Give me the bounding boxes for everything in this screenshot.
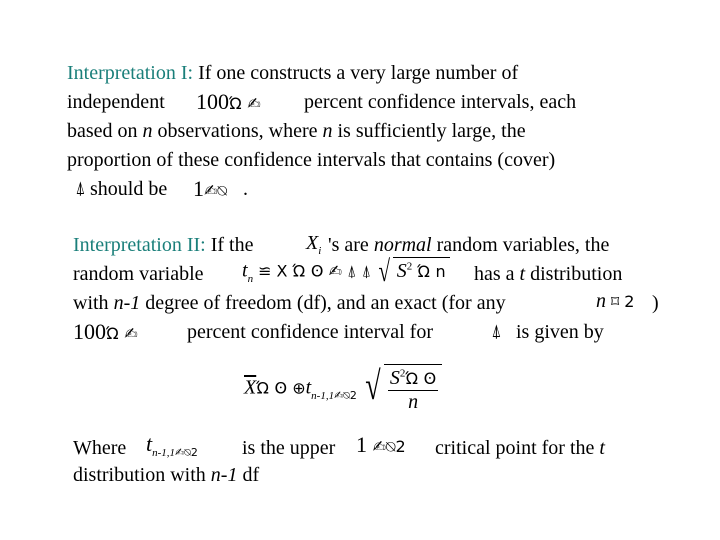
- fraction-denominator: n: [408, 391, 419, 413]
- interp1-line5a: should be: [90, 178, 168, 200]
- math-t-critical: [146, 431, 198, 457]
- text-t: t: [599, 437, 605, 459]
- interp2-line3d: ): [652, 292, 659, 314]
- where-line1a: Where: [73, 437, 127, 459]
- interp2-line1: [73, 232, 253, 258]
- math-sqrt: [362, 364, 442, 414]
- text-n-1: n-1: [113, 292, 141, 314]
- mu-symbol: ⍋: [491, 321, 502, 342]
- text-seg: random variables, the: [431, 234, 610, 256]
- text-normal: normal: [373, 234, 432, 256]
- text-seg: is sufficiently large, the: [332, 120, 526, 142]
- math-glyph: ✍⍉2: [175, 446, 198, 459]
- where-line2: [73, 462, 259, 488]
- where-line1-rest: [435, 435, 605, 461]
- math-sub-i: i: [318, 245, 322, 257]
- text-seg: df: [237, 464, 260, 486]
- math-glyph: X Ώ ʘ ✍ ⍋ ⍋: [276, 261, 372, 281]
- text-seg: distribution: [525, 263, 623, 285]
- math-t: t: [242, 259, 248, 282]
- math-glyph: ✍⍉: [204, 181, 228, 200]
- math-100-number: 100: [73, 319, 106, 344]
- text-seg: critical point for the: [435, 437, 600, 459]
- math-100-alpha-1: [196, 89, 261, 115]
- math-glyph: ⌑ 2: [611, 292, 635, 311]
- math-glyph: ✍⍉2: [334, 388, 357, 402]
- text-seg: has a: [474, 263, 520, 285]
- text-seg: observations, where: [152, 120, 323, 142]
- math-t-statistic: [242, 257, 450, 287]
- math-sqrt: [376, 257, 449, 287]
- math-sup-2: 2: [406, 260, 413, 273]
- interp1-line2a: independent: [67, 91, 165, 113]
- text-n-1: n-1: [210, 464, 238, 486]
- interp2-label: Interpretation II:: [73, 234, 206, 256]
- math-100-number: 100: [196, 89, 229, 114]
- sqrt-sign: √: [365, 363, 381, 408]
- interp1-line5b: .: [243, 178, 248, 200]
- interp1-line2b: percent confidence intervals, each: [304, 91, 577, 113]
- mu-symbol: ⍋: [75, 178, 86, 199]
- interp2-line4b: is given by: [516, 321, 604, 343]
- sqrt-body: [393, 257, 450, 287]
- math-xbar: $\overline{X}$: [244, 376, 257, 399]
- math-confidence-interval: [244, 364, 442, 414]
- text-t: t: [519, 263, 526, 285]
- text-seg: 's are: [328, 234, 374, 256]
- fraction-numerator: [388, 367, 438, 391]
- sqrt-body: [384, 364, 442, 414]
- math-n: n: [596, 290, 606, 312]
- interp2-line3: [73, 290, 506, 316]
- math-one: 1: [356, 432, 367, 457]
- math-t: t: [146, 431, 153, 456]
- math-one: 1: [193, 176, 204, 201]
- sub-n-1-1: n-1,1: [152, 447, 176, 459]
- math-t-sub: [311, 390, 357, 402]
- interp2-line2-rest: [474, 261, 622, 287]
- math-one-minus-alpha-over-2: [356, 432, 406, 458]
- math-sup-2: 2: [399, 367, 406, 380]
- math-eq-glyph: ≌: [258, 261, 272, 281]
- where-line1b: is the upper: [242, 437, 336, 459]
- math-fraction: [388, 367, 438, 414]
- math-glyph: Ώ ✍: [229, 94, 261, 113]
- interp2-line4a: percent confidence interval for: [187, 321, 433, 343]
- math-glyph: Ώ ✍: [106, 324, 138, 343]
- text-seg: degree of freedom (df), and an exact (for any: [140, 292, 506, 314]
- math-glyph: Ώ ʘ: [405, 369, 437, 388]
- text-n: n: [322, 120, 333, 142]
- math-x: X: [306, 232, 319, 254]
- math-glyph: ✍⍉2: [372, 437, 406, 456]
- math-100-alpha-2: [73, 319, 138, 345]
- interp1-line1: [67, 60, 518, 86]
- interp2-line2a: random variable: [73, 263, 204, 285]
- interp1-line3: [67, 118, 526, 144]
- text-n: n: [142, 120, 153, 142]
- interp1-line4: proportion of these confidence intervals that contains (cover): [67, 149, 556, 171]
- math-glyph: Ώ ʘ ⊕: [256, 378, 306, 398]
- math-n-ge-2: [596, 290, 634, 313]
- math-s: S: [389, 367, 400, 389]
- interp2-line1-rest: [328, 232, 609, 258]
- text-seg: If the: [210, 234, 254, 256]
- math-sub-n: n: [247, 272, 254, 285]
- interp1-label: Interpretation I:: [67, 62, 194, 84]
- text-seg: based on: [67, 120, 143, 142]
- math-glyph: Ώ n: [417, 262, 446, 281]
- math-one-minus-alpha: [193, 176, 227, 202]
- sqrt-sign: √: [378, 255, 391, 288]
- sub-n-1-1: n-1,1: [311, 389, 335, 402]
- text-seg: with: [73, 292, 114, 314]
- math-xi: [306, 232, 321, 255]
- math-t: t: [305, 376, 312, 399]
- text-seg: distribution with: [73, 464, 211, 486]
- math-t-sub: [152, 447, 198, 459]
- math-s: S: [396, 260, 407, 282]
- interp1-text1: If one constructs a very large number of: [198, 62, 519, 84]
